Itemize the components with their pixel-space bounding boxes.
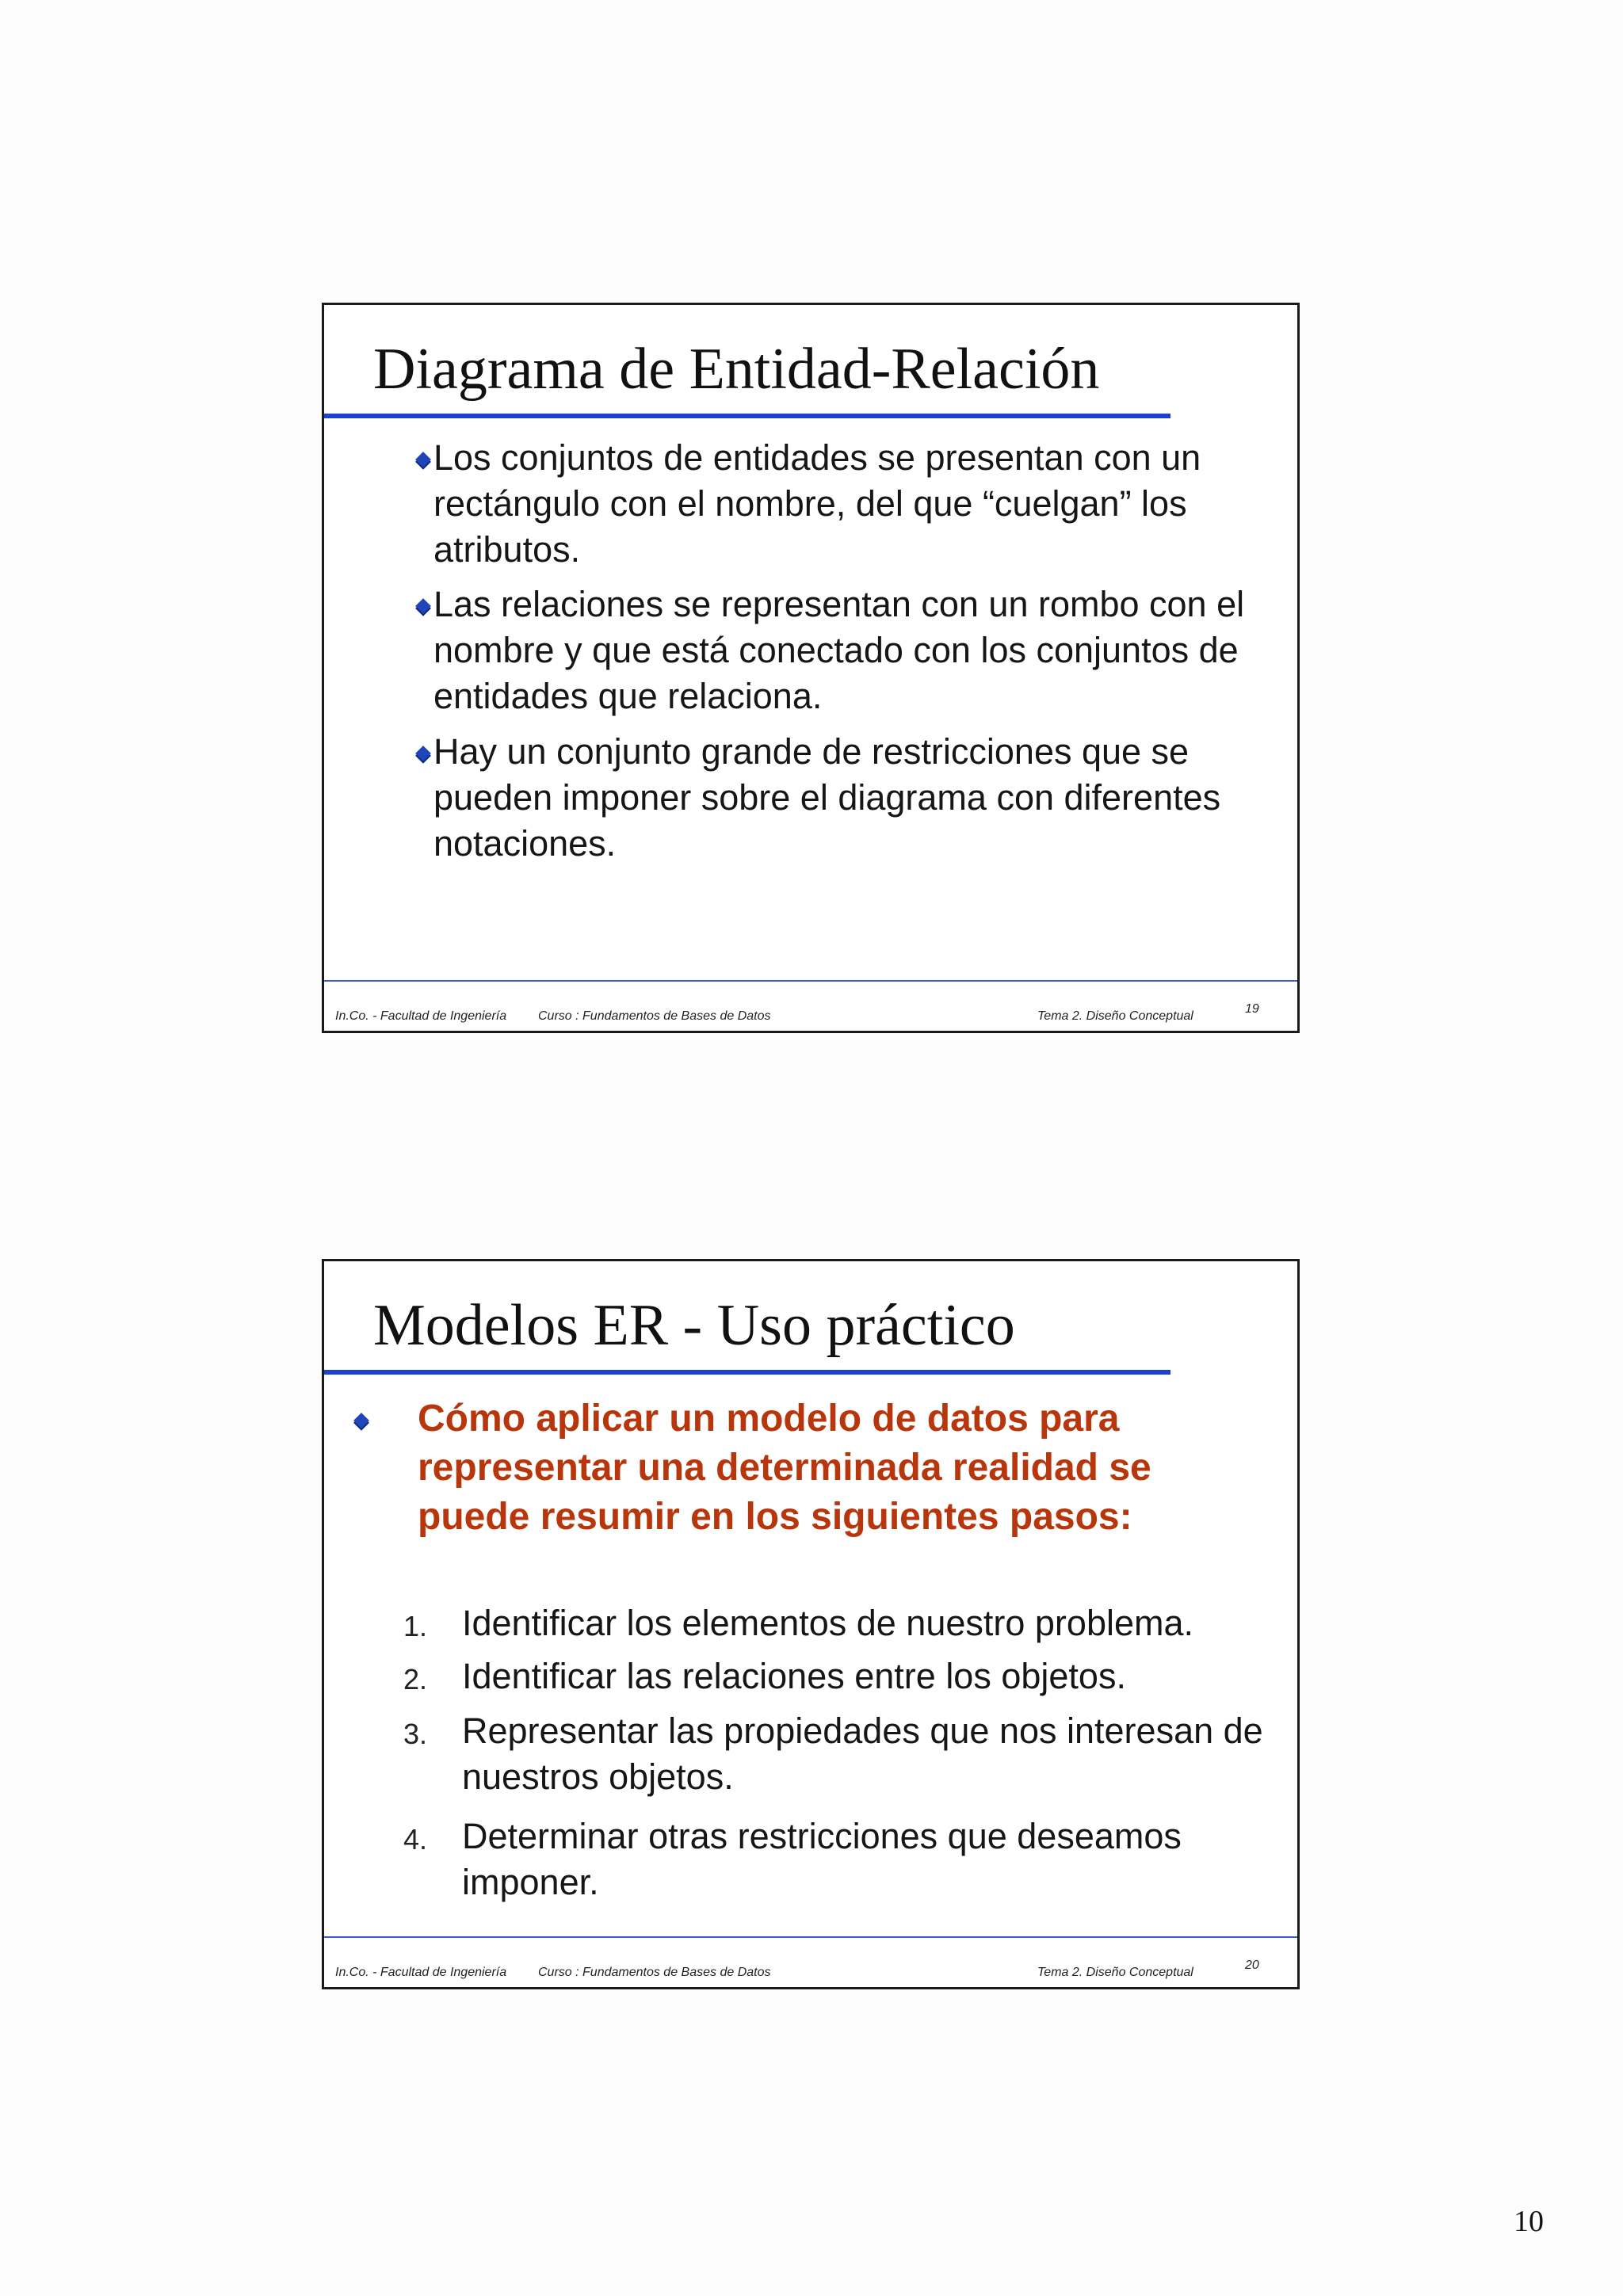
title-underline — [324, 1370, 1170, 1375]
highlight-text: Cómo aplicar un modelo de datos para representar una determinada realidad se puede resumir en los siguientes pasos: — [418, 1398, 1151, 1538]
slide-19 — [322, 303, 1300, 1033]
bullet-diamond-icon — [415, 746, 431, 761]
step-text: Representar las propiedades que nos interesan de nuestros objetos. — [462, 1711, 1263, 1797]
step-number: 3. — [403, 1718, 428, 1750]
step-item — [403, 1814, 1275, 1905]
step-number: 4. — [403, 1823, 428, 1855]
step-text: Identificar las relaciones entre los objetos. — [462, 1656, 1126, 1696]
footer-institution: In.Co. - Facultad de Ingeniería — [335, 1966, 507, 1979]
bullet-diamond-icon — [415, 452, 431, 467]
step-item — [403, 1653, 1275, 1699]
bullet-text: Hay un conjunto grande de restricciones que se pueden imponer sobre el diagrama con diferentes notaciones. — [433, 731, 1221, 864]
page-number: 10 — [1514, 2205, 1544, 2238]
slide-20 — [322, 1259, 1300, 1989]
bullet-diamond-icon — [353, 1413, 369, 1428]
footer-course: Curso : Fundamentos de Bases de Datos — [538, 1009, 771, 1023]
footer-divider — [324, 980, 1297, 982]
bullet-text: Las relaciones se representan con un rombo con el nombre y que está conectado con los conjuntos de entidades que relaciona. — [433, 584, 1245, 716]
bullet-item — [433, 435, 1281, 573]
footer-divider — [324, 1936, 1297, 1938]
highlight-bullet — [418, 1394, 1234, 1542]
step-number: 2. — [403, 1663, 428, 1695]
title-underline — [324, 414, 1170, 418]
slide-title: Modelos ER - Uso práctico — [373, 1293, 1015, 1358]
step-number: 1. — [403, 1610, 428, 1642]
step-text: Identificar los elementos de nuestro problema. — [462, 1603, 1194, 1643]
bullet-item — [433, 582, 1281, 719]
bullet-text: Los conjuntos de entidades se presentan con un rectángulo con el nombre, del que “cuelgan” los atributos. — [433, 437, 1201, 570]
step-item — [403, 1600, 1275, 1646]
slide-number: 20 — [1245, 1958, 1259, 1972]
slide-title: Diagrama de Entidad-Relación — [373, 337, 1100, 402]
footer-topic: Tema 2. Diseño Conceptual — [1037, 1966, 1193, 1979]
step-item — [403, 1708, 1275, 1800]
footer-course: Curso : Fundamentos de Bases de Datos — [538, 1966, 771, 1979]
footer-institution: In.Co. - Facultad de Ingeniería — [335, 1009, 507, 1023]
bullet-diamond-icon — [415, 598, 431, 614]
footer-topic: Tema 2. Diseño Conceptual — [1037, 1009, 1193, 1023]
slide-number: 19 — [1245, 1002, 1259, 1016]
bullet-item — [433, 729, 1281, 867]
step-text: Determinar otras restricciones que deseamos imponer. — [462, 1816, 1182, 1902]
